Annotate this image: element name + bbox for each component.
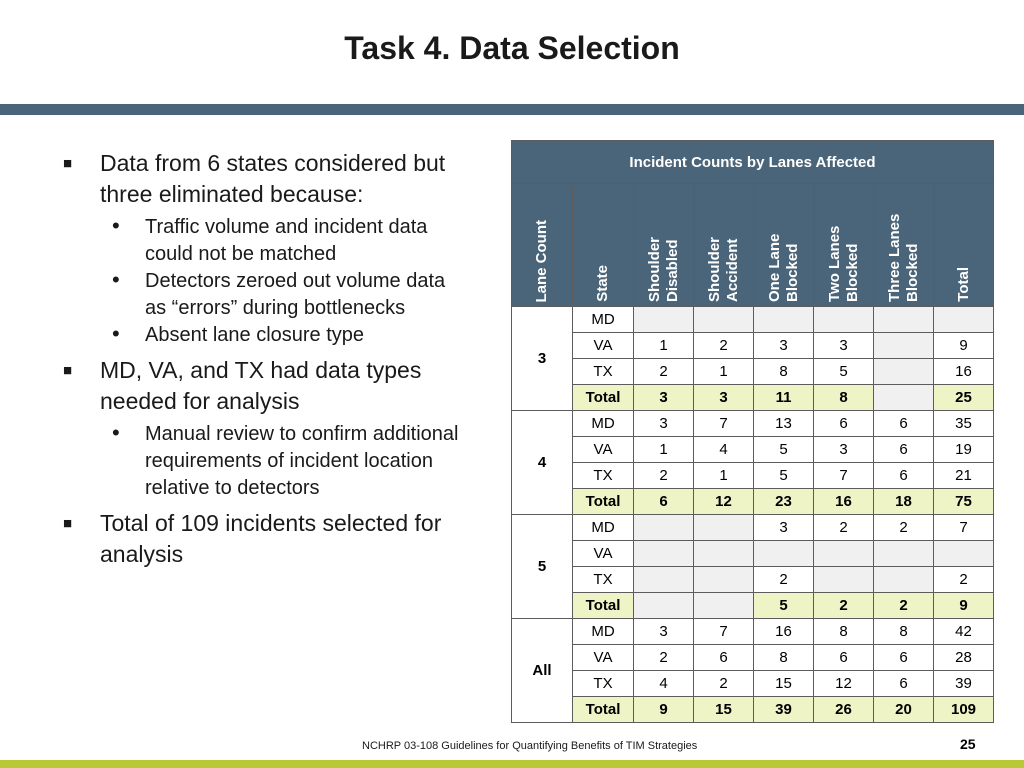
- table-title: Incident Counts by Lanes Affected: [512, 141, 994, 184]
- state-cell: MD: [573, 619, 634, 645]
- round-bullet-icon: •: [112, 267, 120, 292]
- title-divider: [0, 104, 1024, 115]
- count-cell: 2: [634, 359, 694, 385]
- column-header: [573, 184, 634, 307]
- column-header-label: One Lane Blocked: [765, 233, 801, 302]
- count-cell: 7: [934, 515, 994, 541]
- count-cell: [634, 567, 694, 593]
- count-cell: 2: [874, 593, 934, 619]
- count-cell: 9: [934, 333, 994, 359]
- count-cell: 35: [934, 411, 994, 437]
- table-row: [512, 307, 994, 333]
- state-cell: VA: [573, 541, 634, 567]
- count-cell: 16: [754, 619, 814, 645]
- count-cell: [874, 333, 934, 359]
- count-cell: [634, 307, 694, 333]
- lane-count-cell: All: [512, 619, 573, 723]
- bullet-text: Data from 6 states considered but three eliminated because:: [100, 150, 446, 207]
- count-cell: [934, 307, 994, 333]
- table-row: [512, 619, 994, 645]
- count-cell: 39: [934, 671, 994, 697]
- count-cell: 3: [754, 515, 814, 541]
- column-header: [512, 184, 573, 307]
- count-cell: 1: [634, 333, 694, 359]
- count-cell: 20: [874, 697, 934, 723]
- column-header: [874, 184, 934, 307]
- count-cell: 6: [874, 437, 934, 463]
- count-cell: 2: [694, 671, 754, 697]
- count-cell: 2: [874, 515, 934, 541]
- count-cell: [814, 567, 874, 593]
- state-cell: Total: [573, 385, 634, 411]
- sub-bullet-text: Detectors zeroed out volume data as “errors” during bottlenecks: [145, 270, 446, 319]
- count-cell: 26: [814, 697, 874, 723]
- table-row: [512, 645, 994, 671]
- count-cell: [874, 541, 934, 567]
- count-cell: 2: [814, 593, 874, 619]
- count-cell: 2: [754, 567, 814, 593]
- sub-bullet-text: Manual review to confirm additional requirements of incident location relative to detectors: [145, 423, 459, 499]
- count-cell: 18: [874, 489, 934, 515]
- table-row: [512, 489, 994, 515]
- state-cell: Total: [573, 489, 634, 515]
- count-cell: 23: [754, 489, 814, 515]
- count-cell: 4: [634, 671, 694, 697]
- bullet-text: Total of 109 incidents selected for analysis: [100, 510, 442, 567]
- table-row: [512, 697, 994, 723]
- count-cell: 8: [754, 359, 814, 385]
- count-cell: 3: [694, 385, 754, 411]
- incident-table: [511, 140, 994, 723]
- count-cell: 9: [934, 593, 994, 619]
- column-header-label: Shoulder Accident: [705, 236, 741, 302]
- column-header: [754, 184, 814, 307]
- count-cell: [694, 515, 754, 541]
- count-cell: 5: [754, 437, 814, 463]
- bullet-item: [60, 355, 460, 417]
- count-cell: 4: [694, 437, 754, 463]
- count-cell: 42: [934, 619, 994, 645]
- state-cell: TX: [573, 567, 634, 593]
- count-cell: 5: [814, 359, 874, 385]
- count-cell: 6: [874, 645, 934, 671]
- state-cell: VA: [573, 437, 634, 463]
- count-cell: 3: [754, 333, 814, 359]
- square-bullet-icon: ■: [63, 515, 73, 532]
- count-cell: 39: [754, 697, 814, 723]
- count-cell: [634, 541, 694, 567]
- count-cell: [694, 307, 754, 333]
- count-cell: [814, 307, 874, 333]
- column-header-label: Two Lanes Blocked: [825, 225, 861, 302]
- bullet-text: MD, VA, and TX had data types needed for analysis: [100, 357, 422, 414]
- count-cell: 75: [934, 489, 994, 515]
- sub-bullet-item: [60, 322, 460, 349]
- count-cell: [634, 593, 694, 619]
- column-header-label: Three Lanes Blocked: [885, 213, 921, 302]
- sub-bullet-item: [60, 214, 460, 268]
- count-cell: 12: [814, 671, 874, 697]
- count-cell: 28: [934, 645, 994, 671]
- count-cell: 1: [694, 359, 754, 385]
- column-header-label: Shoulder Disabled: [645, 236, 681, 302]
- state-cell: TX: [573, 359, 634, 385]
- table-row: [512, 385, 994, 411]
- column-header: [814, 184, 874, 307]
- table-row: [512, 411, 994, 437]
- state-cell: MD: [573, 307, 634, 333]
- state-cell: TX: [573, 463, 634, 489]
- count-cell: 2: [694, 333, 754, 359]
- count-cell: 6: [634, 489, 694, 515]
- page-number: 25: [960, 736, 976, 752]
- count-cell: [874, 359, 934, 385]
- count-cell: 7: [814, 463, 874, 489]
- square-bullet-icon: ■: [63, 362, 73, 379]
- count-cell: 6: [874, 463, 934, 489]
- state-cell: VA: [573, 645, 634, 671]
- count-cell: 25: [934, 385, 994, 411]
- count-cell: 12: [694, 489, 754, 515]
- count-cell: 2: [634, 645, 694, 671]
- lane-count-cell: 5: [512, 515, 573, 619]
- table-row: [512, 359, 994, 385]
- count-cell: [934, 541, 994, 567]
- bottom-accent-bar: [0, 760, 1024, 768]
- lane-count-cell: 4: [512, 411, 573, 515]
- round-bullet-icon: •: [112, 321, 120, 346]
- count-cell: [754, 541, 814, 567]
- count-cell: 6: [874, 671, 934, 697]
- lane-count-cell: 3: [512, 307, 573, 411]
- count-cell: [874, 567, 934, 593]
- count-cell: 3: [814, 333, 874, 359]
- count-cell: 2: [934, 567, 994, 593]
- column-header: [694, 184, 754, 307]
- count-cell: [874, 307, 934, 333]
- count-cell: 8: [874, 619, 934, 645]
- column-header: [634, 184, 694, 307]
- count-cell: 15: [754, 671, 814, 697]
- count-cell: 3: [634, 385, 694, 411]
- count-cell: 8: [814, 385, 874, 411]
- count-cell: 1: [694, 463, 754, 489]
- table-row: [512, 333, 994, 359]
- count-cell: 3: [814, 437, 874, 463]
- table-row: [512, 593, 994, 619]
- count-cell: 15: [694, 697, 754, 723]
- count-cell: 9: [634, 697, 694, 723]
- count-cell: 21: [934, 463, 994, 489]
- column-header-label: State: [594, 265, 611, 302]
- count-cell: 19: [934, 437, 994, 463]
- count-cell: 11: [754, 385, 814, 411]
- count-cell: [634, 515, 694, 541]
- count-cell: 16: [814, 489, 874, 515]
- count-cell: 5: [754, 463, 814, 489]
- bullet-list: [60, 148, 460, 574]
- footer-text: NCHRP 03-108 Guidelines for Quantifying Benefits of TIM Strategies: [362, 740, 698, 752]
- sub-bullet-text: Traffic volume and incident data could not be matched: [145, 216, 428, 265]
- count-cell: 3: [634, 619, 694, 645]
- table-row: [512, 541, 994, 567]
- sub-bullet-text: Absent lane closure type: [145, 324, 365, 346]
- count-cell: [874, 385, 934, 411]
- table-row: [512, 671, 994, 697]
- state-cell: MD: [573, 515, 634, 541]
- count-cell: 16: [934, 359, 994, 385]
- state-cell: MD: [573, 411, 634, 437]
- count-cell: [694, 541, 754, 567]
- bullet-item: [60, 148, 460, 210]
- sub-bullet-item: [60, 421, 460, 502]
- count-cell: 5: [754, 593, 814, 619]
- table-row: [512, 567, 994, 593]
- count-cell: 6: [694, 645, 754, 671]
- count-cell: 13: [754, 411, 814, 437]
- count-cell: 1: [634, 437, 694, 463]
- count-cell: 7: [694, 411, 754, 437]
- column-header: [934, 184, 994, 307]
- table-row: [512, 515, 994, 541]
- table-row: [512, 437, 994, 463]
- state-cell: Total: [573, 593, 634, 619]
- count-cell: 2: [634, 463, 694, 489]
- column-header-label: Lane Count: [533, 219, 550, 302]
- column-header-label: Total: [954, 267, 972, 302]
- table-header-row: [512, 184, 994, 307]
- round-bullet-icon: •: [112, 420, 120, 445]
- slide-title: Task 4. Data Selection: [344, 30, 680, 66]
- state-cell: VA: [573, 333, 634, 359]
- count-cell: 2: [814, 515, 874, 541]
- count-cell: 6: [814, 411, 874, 437]
- count-cell: 8: [814, 619, 874, 645]
- state-cell: Total: [573, 697, 634, 723]
- count-cell: [694, 593, 754, 619]
- count-cell: 3: [634, 411, 694, 437]
- count-cell: 109: [934, 697, 994, 723]
- count-cell: 7: [694, 619, 754, 645]
- state-cell: TX: [573, 671, 634, 697]
- sub-bullet-item: [60, 268, 460, 322]
- square-bullet-icon: ■: [63, 155, 73, 172]
- count-cell: [754, 307, 814, 333]
- count-cell: 6: [874, 411, 934, 437]
- bullet-item: [60, 508, 460, 570]
- count-cell: 6: [814, 645, 874, 671]
- count-cell: [694, 567, 754, 593]
- table-body: [512, 307, 994, 723]
- count-cell: [814, 541, 874, 567]
- table-row: [512, 463, 994, 489]
- round-bullet-icon: •: [112, 213, 120, 238]
- count-cell: 8: [754, 645, 814, 671]
